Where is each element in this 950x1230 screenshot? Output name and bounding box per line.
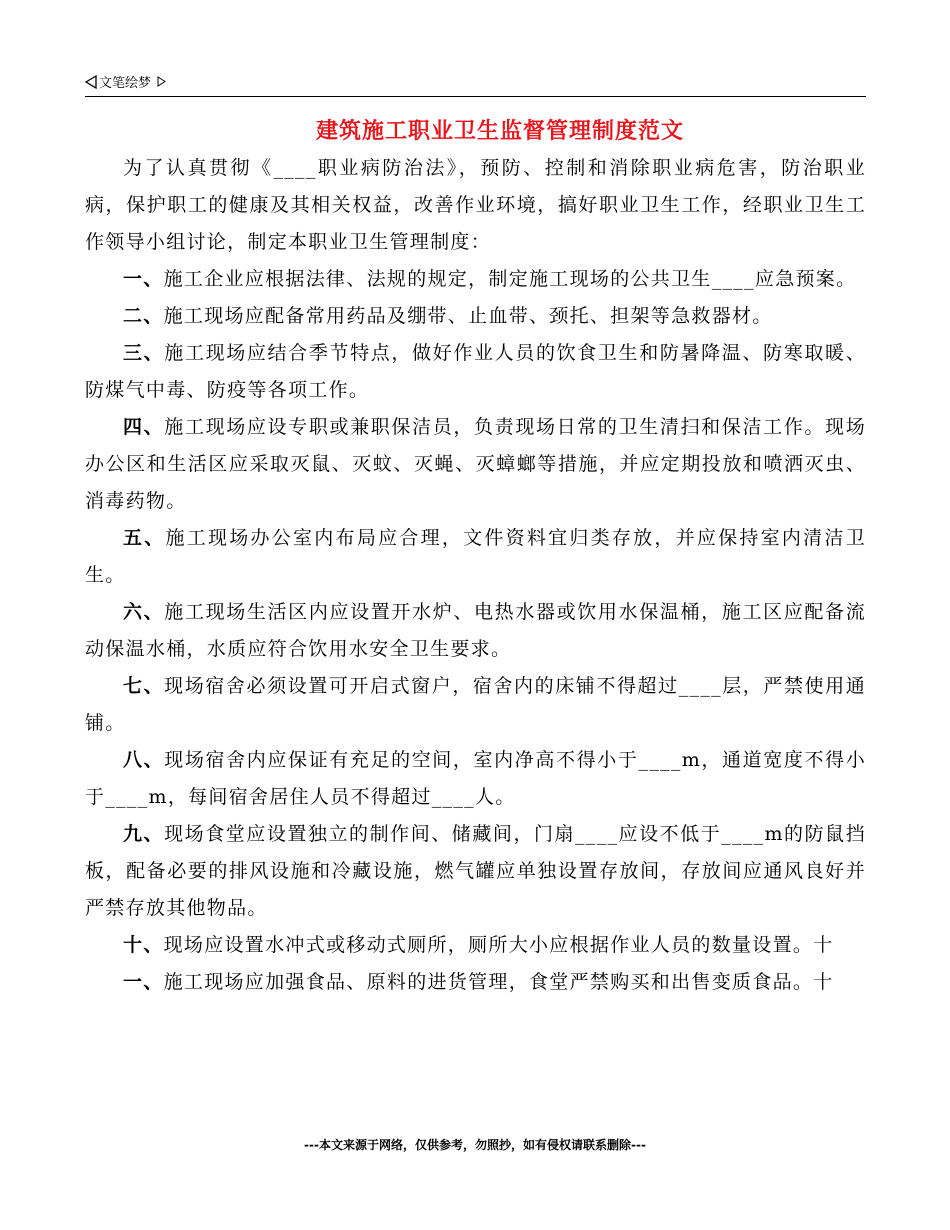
paragraph-text: 施工现场应配备常用药品及绷带、止血带、颈托、担架等急救器材。 — [163, 305, 773, 327]
item-number: 七、 — [123, 675, 165, 697]
paragraph-item-7 — [85, 668, 866, 742]
item-number: 八、 — [123, 749, 165, 771]
header-text: 文笔绘梦 — [99, 76, 152, 91]
item-number: 十、 — [123, 934, 164, 956]
paragraph-item-5 — [85, 520, 866, 594]
item-number: 六、 — [123, 601, 165, 623]
paragraph-intro — [85, 150, 866, 261]
item-number: 五、 — [123, 527, 166, 549]
item-number: 九、 — [123, 823, 165, 845]
paragraph-item-10 — [85, 927, 866, 964]
page-header — [85, 72, 866, 97]
paragraph-item-11 — [85, 964, 866, 1001]
paragraph-text: 施工现场生活区内应设置开水炉、电热水器或饮用水保温桶，施工区应配备流动保温水桶，水质应符合饮用水安全卫生要求。 — [85, 601, 866, 660]
document-title: 建筑施工职业卫生监督管理制度范文 — [315, 119, 684, 144]
item-number: 一、 — [123, 268, 164, 290]
paragraph-text: 施工现场办公室内布局应合理，文件资料宜归类存放，并应保持室内清洁卫生。 — [85, 527, 866, 586]
paragraph-text: 现场食堂应设置独立的制作间、储藏间，门扇____应设不低于____m的防鼠挡板，配备必要的排风设施和冷藏设施，燃气罐应单独设置存放间，存放间应通风良好并严禁存放其他物品。 — [85, 823, 866, 919]
triangle-right-icon — [157, 76, 166, 87]
item-number: 四、 — [123, 416, 165, 438]
paragraph-item-1 — [85, 261, 866, 298]
paragraph-item-3 — [85, 335, 866, 409]
paragraph-item-9 — [85, 816, 866, 927]
document-body — [85, 150, 866, 1001]
triangle-left-icon — [85, 75, 97, 89]
paragraph-item-6 — [85, 594, 866, 668]
paragraph-text: 施工现场应设专职或兼职保洁员，负责现场日常的卫生清扫和保洁工作。现场办公区和生活区应采取灭鼠、灭蚊、灭蝇、灭蟑螂等措施，并应定期投放和喷洒灭虫、消毒药物。 — [85, 416, 866, 512]
paragraph-text: 现场应设置水冲式或移动式厕所，厕所大小应根据作业人员的数量设置。十 — [163, 934, 834, 956]
item-number: 三、 — [123, 342, 165, 364]
paragraph-text: 现场宿舍必须设置可开启式窗户，宿舍内的床铺不得超过____层，严禁使用通铺。 — [85, 675, 866, 734]
page-footer: ---本文来源于网络，仅供参考，勿照抄，如有侵权请联系删除--- — [304, 1138, 646, 1152]
paragraph-text: 施工现场应结合季节特点，做好作业人员的饮食卫生和防暑降温、防寒取暖、防煤气中毒、防疫等各项工作。 — [85, 342, 866, 401]
item-number: 二、 — [123, 305, 164, 327]
paragraph-text: 施工企业应根据法律、法规的规定，制定施工现场的公共卫生____应急预案。 — [163, 268, 857, 290]
paragraph-text: 为了认真贯彻《____职业病防治法》，预防、控制和消除职业病危害，防治职业病，保护职工的健康及其相关权益，改善作业环境，搞好职业卫生工作，经职业卫生工作领导小组讨论，制定本职业卫生管理制度： — [85, 157, 866, 253]
paragraph-text: 现场宿舍内应保证有充足的空间，室内净高不得小于____m，通道宽度不得小于____m，每间宿舍居住人员不得超过____人。 — [85, 749, 866, 808]
item-number: 一、 — [123, 971, 164, 993]
paragraph-item-4 — [85, 409, 866, 520]
paragraph-item-8 — [85, 742, 866, 816]
paragraph-item-2 — [85, 298, 866, 335]
paragraph-text: 施工现场应加强食品、原料的进货管理，食堂严禁购买和出售变质食品。十 — [163, 971, 834, 993]
